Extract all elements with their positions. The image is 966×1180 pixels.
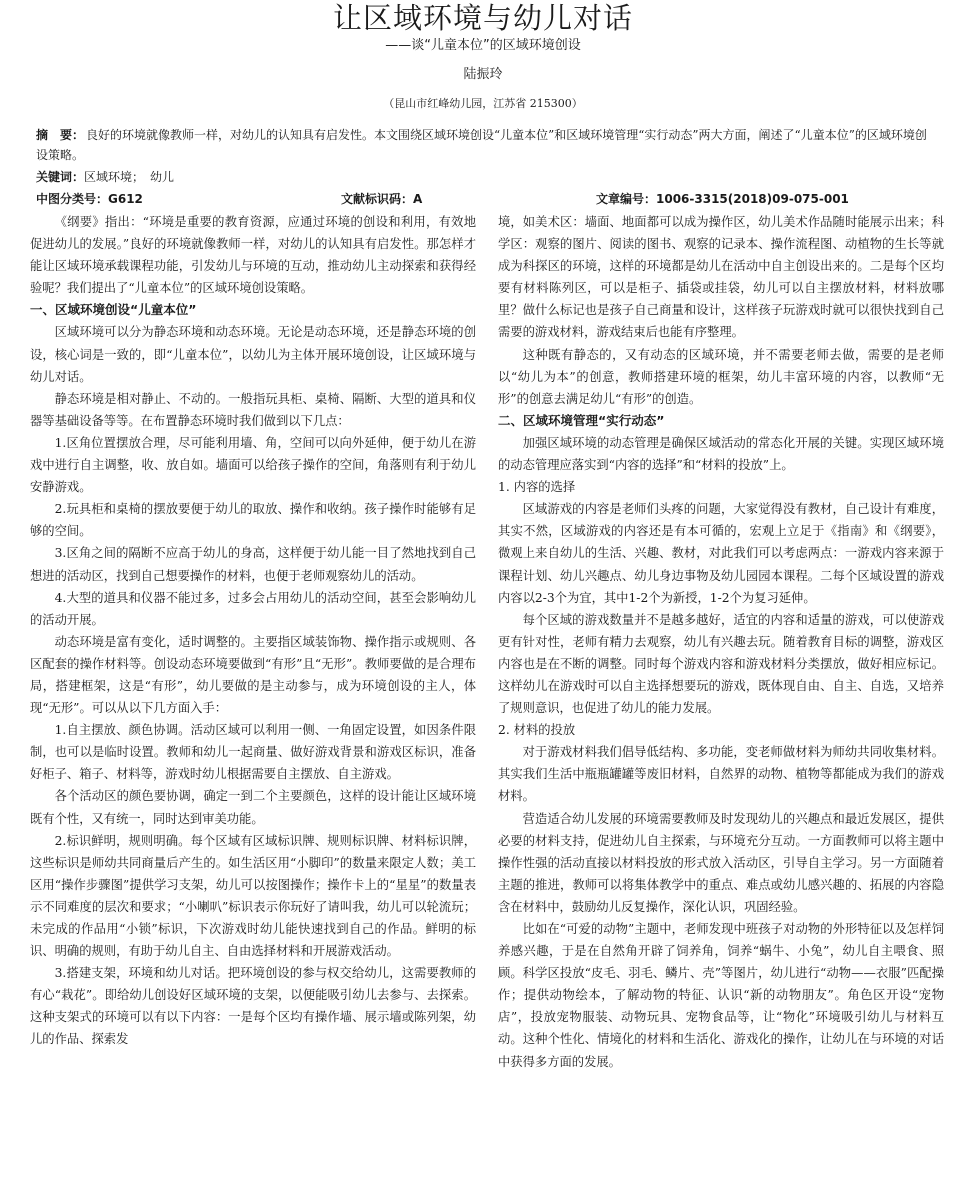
paragraph: 对于游戏材料我们倡导低结构、多功能，变老师做材料为师幼共同收集材料。其实我们生活中瓶瓶罐罐等废旧材料，自然界的动物、植物等都能成为我们的游戏材料。 bbox=[498, 745, 944, 804]
keywords-text: 区域环境； 幼儿 bbox=[84, 170, 175, 184]
paragraph: 每个区域的游戏数量并不是越多越好，适宜的内容和适量的游戏，可以使游戏更有针对性，老师有精力去观察，幼儿有兴趣去玩。随着教育目标的调整，游戏区内容也是在不断的调整。同时每个游戏内容和游戏材料分类摆放，做好相应标记。这样幼儿在游戏时可以自主选择想要玩的游戏，既体现自由、自主、自选，又培养了规则意识，也促进了幼儿的能力发展。 bbox=[498, 612, 944, 716]
paragraph: 区域环境可以分为静态环境和动态环境。无论是动态环境，还是静态环境的创设，核心词是一致的，即“儿童本位”，以幼儿为主体开展环境创设，让区域环境与幼儿对话。 bbox=[30, 325, 476, 384]
paragraph: 区域游戏的内容是老师们头疼的问题，大家觉得没有教材，自己设计有难度，其实不然，区域游戏的内容还是有本可循的，宏观上立足于《指南》和《纲要》，微观上来自幼儿的生活、兴趣、教材，对此我们可以考虑两点：一游戏内容来源于课程计划、幼儿兴趣点、幼儿身边事物及幼儿园园本课程。二每个区域设置的游戏内容以2-3个为宜，其中1-2个为新授，1-2个为复习延伸。 bbox=[498, 502, 944, 605]
paragraph: 4.大型的道具和仪器不能过多，过多会占用幼儿的活动空间，甚至会影响幼儿的活动开展。 bbox=[30, 590, 476, 627]
paragraph: 3.搭建支架，环境和幼儿对话。把环境创设的参与权交给幼儿，这需要教师的有心“栽花”。即给幼儿创设好区域环境的支架，以便能吸引幼儿去参与、去探索。这种支架式的环境可以有以下内容：一是每个区均有操作墙、展示墙或陈列架，幼儿的作品、探索发 bbox=[30, 966, 476, 1047]
subsection-heading: 1. 内容的选择 bbox=[498, 480, 576, 495]
article-title: 让区域环境与幼儿对话 bbox=[332, 1, 633, 35]
section-heading: 一、区域环境创设“儿童本位” bbox=[30, 302, 197, 318]
article-subtitle: ——谈“儿童本位”的区域环境创设 bbox=[385, 38, 581, 53]
paragraph: 这种既有静态的，又有动态的区域环境，并不需要老师去做，需要的是老师以“幼儿为本”的创意，教师搭建环境的框架，幼儿丰富环境的内容，以教师“无形”的创意去满足幼儿“有形”的创造。 bbox=[498, 347, 944, 406]
keywords-label: 关键词： bbox=[36, 170, 85, 184]
left-column bbox=[30, 211, 476, 1051]
paragraph: 营造适合幼儿发展的环境需要教师及时发现幼儿的兴趣点和最近发展区，提供必要的材料支持，促进幼儿自主探索，与环境充分互动。一方面教师可以将主题中操作性强的活动直接以材料投放的形式放入活动区，引导自主学习。另一方面随着主题的推进，教师可以将集体教学中的重点、难点或幼儿感兴趣的、拓展的内容隐含在材料中，鼓励幼儿反复操作，深化认识，巩固经验。 bbox=[498, 811, 944, 914]
abstract bbox=[36, 125, 936, 165]
abstract-text: 良好的环境就像教师一样，对幼儿的认知具有启发性。本文围绕区域环境创设“儿童本位”和区域环境管理“实行动态”两大方面，阐述了“儿童本位”的区域环境创设策略。 bbox=[36, 128, 927, 162]
paragraph: 加强区域环境的动态管理是确保区域活动的常态化开展的关键。实现区域环境的动态管理应落实到“内容的选择”和“材料的投放”上。 bbox=[498, 435, 944, 473]
author-name: 陆振玲 bbox=[463, 67, 503, 82]
section-heading: 二、区域环境管理“实行动态” bbox=[498, 412, 665, 428]
paragraph: 2.标识鲜明，规则明确。每个区域有区域标识牌、规则标识牌、材料标识牌，这些标识是师幼共同商量后产生的。如生活区用“小脚印”的数量来限定人数；美工区用“操作步骤图”提供学习支架，幼儿可以按图操作；操作卡上的“星星”的数量表示不同难度的层次和要求；“小喇叭”标识表示你玩好了请叫我，幼儿可以轮流玩；未完成的作品用“小锁”标识，下次游戏时幼儿能快速找到自己的作品。鲜明的标识、明确的规则，有助于幼儿自主、自由选择材料和开展游戏活动。 bbox=[30, 833, 476, 959]
author-affiliation: （昆山市红峰幼儿园，江苏省 215300） bbox=[383, 97, 583, 110]
right-column bbox=[498, 211, 944, 1073]
paragraph: 1.区角位置摆放合理，尽可能利用墙、角，空间可以向外延伸，便于幼儿在游戏中进行自主调整，收、放自如。墙面可以给孩子操作的空间，角落则有利于幼儿安静游戏。 bbox=[30, 435, 476, 495]
paragraph: 2.玩具柜和桌椅的摆放要便于幼儿的取放、操作和收纳。孩子操作时能够有足够的空间。 bbox=[30, 502, 476, 539]
subsection-heading: 2. 材料的投放 bbox=[498, 723, 576, 738]
paragraph: 静态环境是相对静止、不动的。一般指玩具柜、桌椅、隔断、大型的道具和仪器等基础设备等等。在布置静态环境时我们做到以下几点： bbox=[30, 391, 476, 428]
paragraph: 比如在“可爱的动物”主题中，老师发现中班孩子对动物的外形特征以及怎样饲养感兴趣，于是在自然角开辟了饲养角，饲养“蜗牛、小兔”，幼儿自主喂食、照顾。科学区投放“皮毛、羽毛、鳞片、壳”等图片，幼儿进行“动物——衣服”匹配操作；提供动物绘本，了解动物的特征、认识“新的动物朋友”。角色区开设“宠物店”，投放宠物服装、动物玩具、宠物食品等，让“物化”环境吸引幼儿与材料互动。这种个性化、情境化的材料和生活化、游戏化的操作，让幼儿在与环境的对话中获得多方面的发展。 bbox=[498, 922, 944, 1069]
document-code: 文献标识码：A bbox=[341, 192, 423, 206]
paragraph: 动态环境是富有变化，适时调整的。主要指区域装饰物、操作指示或规则、各区配套的操作材料等。创设动态环境要做到“有形”且“无形”。教师要做的是合理布局，搭建框架，这是“有形”，幼儿要做的是主动参与，成为环境创设的主人，体现“无形”。可以从以下几方面入手： bbox=[30, 634, 476, 716]
clc-number: 中图分类号：G612 bbox=[36, 192, 143, 206]
paragraph: 3.区角之间的隔断不应高于幼儿的身高，这样便于幼儿能一目了然地找到自己想进的活动区，找到自己想要操作的材料，也便于老师观察幼儿的活动。 bbox=[30, 546, 476, 583]
paragraph: 境，如美术区：墙面、地面都可以成为操作区，幼儿美术作品随时能展示出来；科学区：观察的图片、阅读的图书、观察的记录本、操作流程图、动植物的生长等就成为科探区的环境，这样的环境都是幼儿在活动中自主创设出来的。二是每个区均要有材料陈列区，可以是柜子、插袋或挂袋，幼儿可以自主摆放材料，材料放哪里？做什么标记也是孩子自己商量和设计，这样孩子玩游戏时就可以很快找到自己需要的游戏材料，游戏结束后也能有序整理。 bbox=[498, 215, 944, 340]
abstract-label: 摘 要： bbox=[36, 128, 85, 142]
keywords bbox=[36, 167, 174, 187]
article-number: 文章编号：1006-3315(2018)09-075-001 bbox=[596, 192, 849, 206]
paragraph: 1.自主摆放、颜色协调。活动区域可以利用一侧、一角固定设置，如因条件限制，也可以是临时设置。教师和幼儿一起商量、做好游戏背景和游戏区标识，准备好柜子、箱子、材料等，游戏时幼儿根据需要自主摆放、自主游戏。 bbox=[30, 723, 476, 782]
paragraph: 《纲要》指出：“环境是重要的教育资源，应通过环境的创设和利用，有效地促进幼儿的发展。”良好的环境就像教师一样，对幼儿的认知具有启发性。那怎样才能让区域环境承载课程功能，引发幼儿与环境的互动，推动幼儿主动探索和获得经验呢？我们提出了“儿童本位”的区域环境创设策略。 bbox=[30, 215, 476, 296]
paragraph: 各个活动区的颜色要协调，确定一到二个主要颜色，这样的设计能让区域环境既有个性，又有统一，同时达到审美功能。 bbox=[30, 789, 476, 826]
